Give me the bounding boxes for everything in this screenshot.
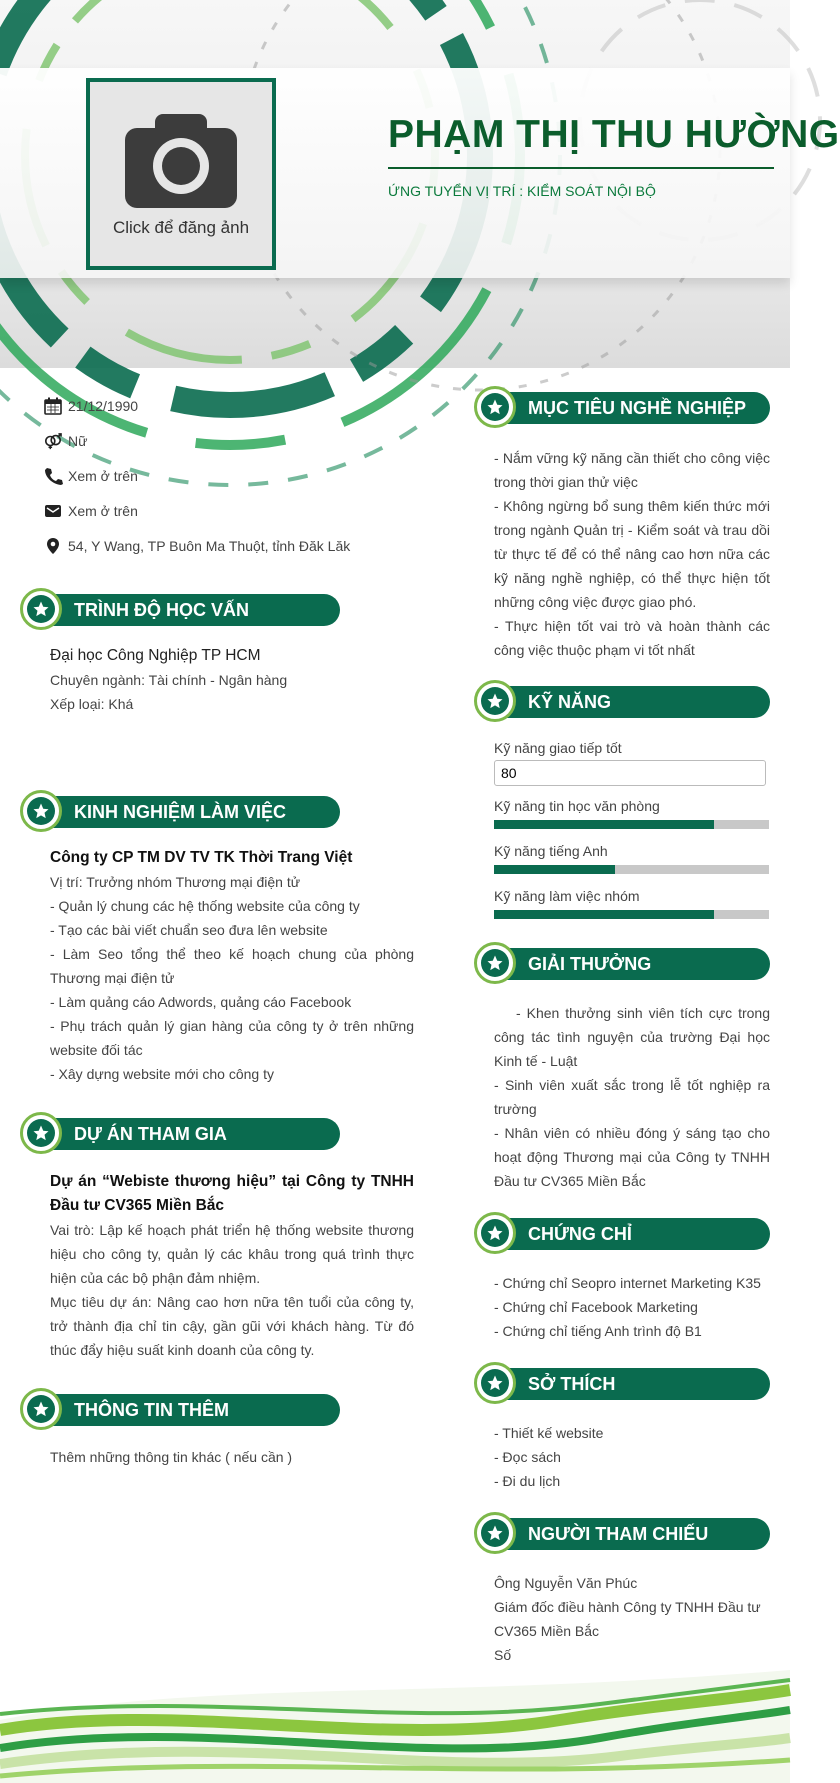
skill-bar-fill bbox=[494, 820, 714, 829]
goal-line: - Không ngừng bổ sung thêm kiến thức mới trong ngành Quản trị - Kiểm soát và trau dồi từ thực tế để có thể nâng cao hơn nữa các kỹ năng nghề nghiệp, có thể thực hiện tốt những công việc được giao phó. bbox=[494, 498, 770, 610]
star-badge-icon bbox=[20, 790, 62, 832]
experience-line: - Làm Seo tổng thể theo kế hoạch chung của phòng Thương mại điện tử bbox=[50, 946, 414, 986]
name-divider bbox=[388, 167, 774, 169]
star-icon bbox=[486, 692, 504, 710]
education-content bbox=[50, 644, 414, 716]
star-icon bbox=[32, 600, 50, 618]
skill-label: Kỹ năng tin học văn phòng bbox=[494, 798, 660, 814]
section-certificates bbox=[474, 1212, 770, 1258]
star-badge-icon bbox=[20, 588, 62, 630]
section-experience bbox=[20, 790, 340, 836]
star-badge-icon bbox=[474, 1362, 516, 1404]
certificate-line: - Chứng chỉ Seopro internet Marketing K35 bbox=[494, 1275, 761, 1291]
section-title: KỸ NĂNG bbox=[528, 692, 612, 712]
project-name: Dự án “Webiste thương hiệu” tại Công ty TNHH Đầu tư CV365 Miền Bắc bbox=[50, 1173, 414, 1214]
section-title: THÔNG TIN THÊM bbox=[74, 1400, 229, 1420]
reference-line: Ông Nguyễn Văn Phúc bbox=[494, 1575, 638, 1591]
calendar-icon bbox=[44, 397, 62, 415]
star-icon bbox=[486, 1224, 504, 1242]
phone-row bbox=[44, 458, 350, 493]
section-title: SỞ THÍCH bbox=[528, 1374, 616, 1394]
certificates-content bbox=[494, 1271, 770, 1343]
gender-row bbox=[44, 423, 350, 458]
section-title: MỤC TIÊU NGHỀ NGHIỆP bbox=[528, 398, 747, 418]
school-name: Đại học Công Nghiệp TP HCM bbox=[50, 647, 261, 664]
footer-wave-decoration bbox=[0, 1660, 790, 1783]
contact-info bbox=[44, 388, 350, 563]
company-name: Công ty CP TM DV TV TK Thời Trang Việt bbox=[50, 849, 353, 866]
experience-line: Vị trí: Trưởng nhóm Thương mại điện tử bbox=[50, 874, 301, 890]
candidate-name: PHẠM THỊ THU HƯỜNG bbox=[388, 113, 840, 156]
map-pin-icon bbox=[44, 537, 62, 555]
award-line: - Sinh viên xuất sắc trong lễ tốt nghiệp ra trường bbox=[494, 1077, 770, 1117]
star-badge-icon bbox=[20, 1112, 62, 1154]
hobbies-content bbox=[494, 1421, 770, 1493]
experience-line: - Phụ trách quản lý gian hàng của công ty ở trên những website đối tác bbox=[50, 1018, 414, 1058]
star-icon bbox=[486, 954, 504, 972]
section-extra bbox=[20, 1388, 340, 1434]
skill-bar-fill bbox=[494, 910, 714, 919]
skill-bar bbox=[494, 910, 769, 919]
star-badge-icon bbox=[474, 942, 516, 984]
skills-content bbox=[494, 740, 769, 919]
experience-line: - Xây dựng website mới cho công ty bbox=[50, 1066, 274, 1082]
experience-line: - Quản lý chung các hệ thống website của công ty bbox=[50, 898, 360, 914]
reference-line: Giám đốc điều hành Công ty TNHH Đầu tư CV365 Miền Bắc bbox=[494, 1599, 761, 1639]
skill-label: Kỹ năng tiếng Anh bbox=[494, 843, 608, 859]
major: Chuyên ngành: Tài chính - Ngân hàng bbox=[50, 672, 288, 688]
section-goals bbox=[474, 386, 770, 432]
skill-bar bbox=[494, 820, 769, 829]
experience-content bbox=[50, 846, 414, 1086]
star-icon bbox=[486, 398, 504, 416]
birthday-row bbox=[44, 388, 350, 423]
photo-upload[interactable] bbox=[86, 78, 276, 270]
skill-bar bbox=[494, 865, 769, 874]
address-value: 54, Y Wang, TP Buôn Ma Thuột, tỉnh Đăk Lăk bbox=[68, 537, 351, 554]
section-hobbies bbox=[474, 1362, 770, 1408]
project-line: Vai trò: Lập kế hoạch phát triển hệ thống website thương hiệu cho công ty, quản lý các khâu trong quá trình thực hiện của các bộ phận đảm nhiệm. bbox=[50, 1222, 414, 1286]
references-content bbox=[494, 1571, 770, 1667]
reference-line: Số bbox=[494, 1647, 512, 1663]
address-row bbox=[44, 528, 350, 563]
section-title: CHỨNG CHỈ bbox=[528, 1224, 632, 1244]
extra-text: Thêm những thông tin khác ( nếu cần ) bbox=[50, 1449, 293, 1465]
skill-label: Kỹ năng làm việc nhóm bbox=[494, 888, 640, 904]
awards-content bbox=[494, 1001, 770, 1193]
skill-value-input[interactable] bbox=[494, 760, 766, 786]
hobby-line: - Đi du lịch bbox=[494, 1473, 561, 1489]
goal-line: - Nắm vững kỹ năng cần thiết cho công việc trong thời gian thử việc bbox=[494, 450, 770, 490]
star-icon bbox=[486, 1524, 504, 1542]
section-title: NGƯỜI THAM CHIẾU bbox=[528, 1524, 709, 1544]
header bbox=[0, 0, 840, 368]
star-icon bbox=[32, 1400, 50, 1418]
gender-value: Nữ bbox=[68, 432, 88, 449]
section-references bbox=[474, 1512, 770, 1558]
camera-icon bbox=[125, 110, 237, 208]
extra-content bbox=[50, 1445, 414, 1469]
birthday-value: 21/12/1990 bbox=[68, 397, 139, 414]
hobby-line: - Thiết kế website bbox=[494, 1425, 604, 1441]
section-projects bbox=[20, 1112, 340, 1158]
email-value: Xem ở trên bbox=[68, 502, 138, 519]
star-icon bbox=[486, 1374, 504, 1392]
phone-icon bbox=[44, 467, 62, 485]
gender-icon bbox=[44, 432, 62, 450]
hobby-line: - Đọc sách bbox=[494, 1449, 561, 1465]
certificate-line: - Chứng chỉ tiếng Anh trình độ B1 bbox=[494, 1323, 702, 1339]
skill-bar-fill bbox=[494, 865, 615, 874]
section-title: KINH NGHIỆM LÀM VIỆC bbox=[74, 802, 287, 822]
certificate-line: - Chứng chỉ Facebook Marketing bbox=[494, 1299, 698, 1315]
award-line: - Nhân viên có nhiều đóng ý sáng tạo cho hoạt động Thương mại của Công ty TNHH Đầu tư CV365 Miền Bắc bbox=[494, 1125, 770, 1189]
section-title: DỰ ÁN THAM GIA bbox=[74, 1124, 227, 1144]
star-badge-icon bbox=[474, 680, 516, 722]
experience-line: - Làm quảng cáo Adwords, quảng cáo Facebook bbox=[50, 994, 352, 1010]
section-skills bbox=[474, 680, 770, 726]
email-row bbox=[44, 493, 350, 528]
section-title: GIẢI THƯỞNG bbox=[528, 954, 652, 974]
grade: Xếp loại: Khá bbox=[50, 696, 134, 712]
goals-content bbox=[494, 446, 770, 662]
section-title: TRÌNH ĐỘ HỌC VẤN bbox=[74, 600, 249, 620]
photo-label: Click để đăng ảnh bbox=[112, 218, 250, 237]
section-awards bbox=[474, 942, 770, 988]
star-badge-icon bbox=[20, 1388, 62, 1430]
projects-content bbox=[50, 1170, 414, 1362]
experience-line: - Tạo các bài viết chuẩn seo đưa lên website bbox=[50, 922, 328, 938]
star-badge-icon bbox=[474, 386, 516, 428]
award-line: - Khen thưởng sinh viên tích cực trong công tác tình nguyện của trường Đại học Kinh tế - Luật bbox=[494, 1005, 770, 1069]
phone-value: Xem ở trên bbox=[68, 467, 138, 484]
skill-label: Kỹ năng giao tiếp tốt bbox=[494, 740, 622, 756]
star-badge-icon bbox=[474, 1212, 516, 1254]
applied-position: ỨNG TUYỂN VỊ TRÍ : KIỂM SOÁT NỘI BỘ bbox=[388, 183, 656, 199]
section-education bbox=[20, 588, 340, 634]
star-icon bbox=[32, 1124, 50, 1142]
star-icon bbox=[32, 802, 50, 820]
goal-line: - Thực hiện tốt vai trò và hoàn thành các công việc thuộc phạm vi tốt nhất bbox=[494, 618, 770, 658]
project-line: Mục tiêu dự án: Nâng cao hơn nữa tên tuổi của công ty, trở thành địa chỉ tin cậy, gần gũi với khách hàng. Từ đó thúc đẩy hiệu suất kinh doanh của công ty. bbox=[50, 1294, 414, 1358]
envelope-icon bbox=[44, 502, 62, 520]
star-badge-icon bbox=[474, 1512, 516, 1554]
